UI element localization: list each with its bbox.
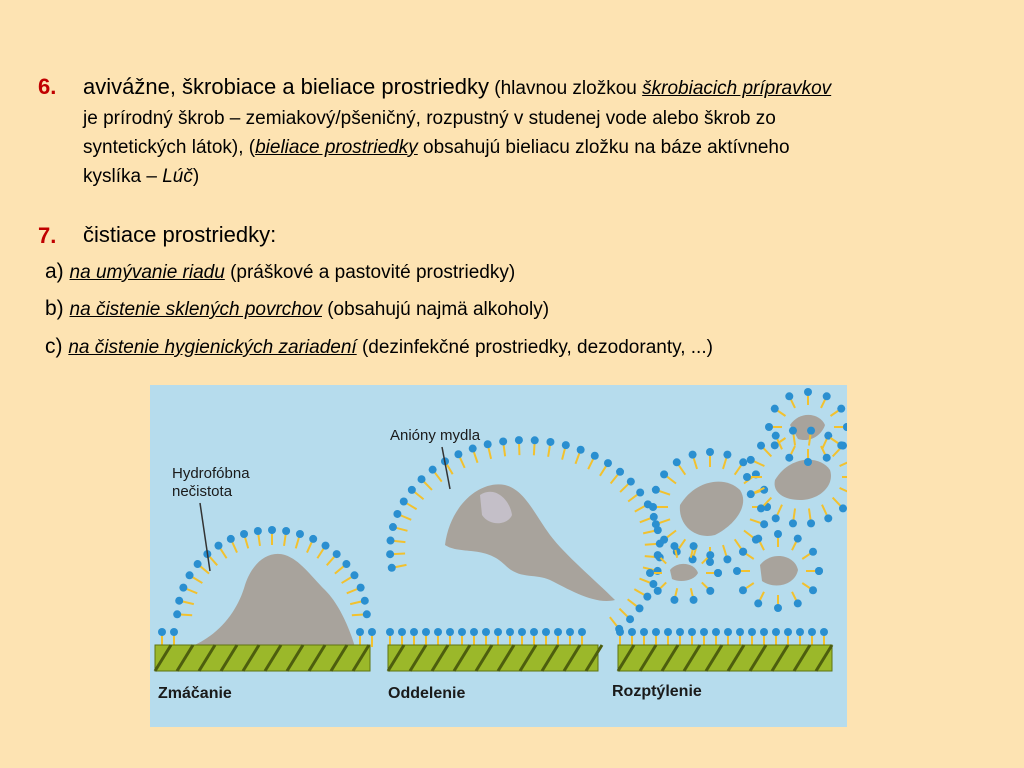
soap-anion-head xyxy=(736,628,744,636)
item6-term-starch: škrobiacich prípravkov xyxy=(642,78,832,99)
soap-anion-tail xyxy=(678,465,685,475)
soap-anion-head xyxy=(760,520,768,528)
soap-anion-head xyxy=(446,628,454,636)
soap-anion-tail xyxy=(809,509,811,521)
soap-anion-tail xyxy=(396,528,408,531)
item6-term-luc: Lúč xyxy=(162,166,193,187)
soap-anion-head xyxy=(616,468,624,476)
item6-line2: je prírodný škrob – zemiakový/pšeničný, rozpustný v studenej vode alebo škrob zo xyxy=(83,108,776,129)
soap-anion-tail xyxy=(548,445,550,457)
soap-anion-head xyxy=(615,625,623,633)
soap-anion-tail xyxy=(562,448,565,460)
soap-anion-tail xyxy=(822,505,827,516)
soap-anion-tail xyxy=(209,556,217,565)
soap-anion-head xyxy=(562,441,570,449)
soap-anion-tail xyxy=(186,589,197,594)
soap-anion-tail xyxy=(659,519,670,523)
soap-anion-tail xyxy=(335,566,344,574)
soap-anion-tail xyxy=(347,589,358,594)
soap-anion-head xyxy=(689,451,697,459)
soap-anion-head xyxy=(254,527,262,535)
soap-anion-head xyxy=(660,536,668,544)
soap-anion-head xyxy=(361,597,369,605)
soap-anion-head xyxy=(470,628,478,636)
soap-anion-head xyxy=(322,542,330,550)
soap-anion-tail xyxy=(639,579,650,583)
soap-anion-head xyxy=(158,628,166,636)
soap-anion-head xyxy=(363,610,371,618)
soap-anion-tail xyxy=(831,438,839,444)
stage-label-separation: Oddelenie xyxy=(388,685,466,702)
soap-anion-head xyxy=(649,580,657,588)
soap-anion-head xyxy=(214,542,222,550)
soap-anion-tail xyxy=(833,498,841,507)
soap-anion-tail xyxy=(352,614,364,615)
soap-anion-tail xyxy=(675,588,677,597)
soap-anion-tail xyxy=(588,458,593,469)
soap-anion-tail xyxy=(840,461,847,466)
item6-line3a: syntetických látok), ( xyxy=(83,137,256,158)
soap-anion-head xyxy=(688,628,696,636)
soap-anion-head xyxy=(785,392,793,400)
soap-anion-head xyxy=(794,535,802,543)
soap-anion-head xyxy=(646,569,654,577)
soap-anion-head xyxy=(531,436,539,444)
soap-anion-head xyxy=(747,456,755,464)
soap-anion-head xyxy=(784,628,792,636)
soap-anion-tail xyxy=(180,614,192,615)
soap-anion-head xyxy=(772,432,780,440)
soap-anion-head xyxy=(824,514,832,522)
soap-anion-head xyxy=(386,628,394,636)
soap-anion-head xyxy=(429,466,437,474)
soap-anion-tail xyxy=(620,484,629,492)
item6-line4a: kyslíka – xyxy=(83,166,163,187)
soap-anion-head xyxy=(652,520,660,528)
soap-anion-head xyxy=(807,427,815,435)
soap-anion-head xyxy=(673,458,681,466)
soap-anion-head xyxy=(815,567,823,575)
soap-anion-tail xyxy=(395,565,407,567)
soap-anion-tail xyxy=(735,539,742,549)
soap-anion-tail xyxy=(723,545,727,556)
soap-anion-tail xyxy=(744,531,754,538)
soap-anion-head xyxy=(173,610,181,618)
soap-anion-head xyxy=(809,586,817,594)
item6-lead: avivážne, škrobiace a bieliace prostriedky xyxy=(83,74,489,99)
soap-anion-tail xyxy=(763,448,771,457)
soap-anion-head xyxy=(789,519,797,527)
soap-anion-head xyxy=(282,527,290,535)
soap-anion-head xyxy=(690,596,698,604)
soap-anion-head xyxy=(386,550,394,558)
soap-anion-head xyxy=(546,438,554,446)
soap-anion-head xyxy=(506,628,514,636)
soap-anion-tail xyxy=(831,410,839,416)
soap-anion-tail xyxy=(791,399,795,408)
soap-anion-head xyxy=(515,436,523,444)
sub-letter: b) xyxy=(45,297,64,320)
illustration-canvas xyxy=(150,385,847,727)
soap-anion-head xyxy=(839,504,847,512)
dirt-blob-disperse-2 xyxy=(775,460,831,500)
soap-anion-tail xyxy=(645,544,657,545)
soap-anion-tail xyxy=(182,601,194,604)
soap-anion-head xyxy=(714,569,722,577)
soap-anion-tail xyxy=(634,589,644,595)
soap-anion-tail xyxy=(327,556,335,565)
soap-anion-head xyxy=(626,615,634,623)
sub-term: na čistenie hygienických zariadení xyxy=(68,337,357,358)
soap-anion-head xyxy=(357,584,365,592)
soap-anion-head xyxy=(757,504,765,512)
soap-anion-head xyxy=(636,604,644,612)
soap-anion-head xyxy=(654,587,662,595)
soap-anion-tail xyxy=(460,457,465,468)
sub-letter: c) xyxy=(45,335,63,358)
soap-anion-tail xyxy=(504,444,506,456)
soap-anion-tail xyxy=(406,503,416,509)
label-dirt-line2: nečistota xyxy=(172,483,233,500)
soap-anion-tail xyxy=(753,461,764,466)
soap-anion-head xyxy=(843,423,847,431)
dirt-blob-wetting xyxy=(190,554,355,647)
soap-anion-head xyxy=(772,628,780,636)
soap-anion-tail xyxy=(342,577,352,583)
soap-anion-head xyxy=(604,459,612,467)
soap-anion-head xyxy=(649,503,657,511)
soap-action-illustration xyxy=(150,385,847,727)
soap-anion-head xyxy=(418,475,426,483)
soap-anion-tail xyxy=(666,476,676,483)
soap-anion-head xyxy=(640,628,648,636)
soap-anion-head xyxy=(566,628,574,636)
soap-anion-head xyxy=(804,388,812,396)
item6-line3b: obsahujú bieliacu zložku na báze aktívneho xyxy=(417,137,790,158)
soap-anion-head xyxy=(627,478,635,486)
soap-anion-head xyxy=(410,628,418,636)
sub-desc: (práškové a pastovité prostriedky) xyxy=(224,262,516,283)
soap-anion-head xyxy=(809,548,817,556)
soap-anion-tail xyxy=(840,488,847,493)
soap-anion-head xyxy=(393,510,401,518)
soap-anion-head xyxy=(706,448,714,456)
soap-anion-head xyxy=(796,628,804,636)
soap-anion-head xyxy=(636,488,644,496)
soap-anion-head xyxy=(591,452,599,460)
soap-anion-head xyxy=(434,628,442,636)
stage-label-wetting: Zmáčanie xyxy=(158,685,232,702)
soap-anion-tail xyxy=(245,537,248,549)
soap-anion-head xyxy=(723,555,731,563)
soap-anion-head xyxy=(785,454,793,462)
soap-anion-head xyxy=(530,628,538,636)
soap-anion-head xyxy=(494,628,502,636)
soap-anion-head xyxy=(650,513,658,521)
soap-anion-head xyxy=(733,567,741,575)
soap-anion-head xyxy=(754,599,762,607)
soap-anion-head xyxy=(342,560,350,568)
soap-anion-head xyxy=(676,628,684,636)
soap-anion-tail xyxy=(192,577,202,583)
soap-anion-tail xyxy=(660,582,666,588)
soap-anion-tail xyxy=(610,617,617,626)
soap-anion-head xyxy=(739,586,747,594)
item7-lead: čistiace prostriedky: xyxy=(83,222,277,247)
soap-anion-head xyxy=(771,441,779,449)
soap-anion-head xyxy=(577,446,585,454)
soap-anion-head xyxy=(170,628,178,636)
item-number-7: 7. xyxy=(38,223,57,248)
soap-anion-head xyxy=(309,535,317,543)
soap-anion-head xyxy=(578,628,586,636)
soap-anion-head xyxy=(368,628,376,636)
soap-anion-tail xyxy=(424,481,432,490)
soap-anion-head xyxy=(333,550,341,558)
sub-desc: (obsahujú najmä alkoholy) xyxy=(321,299,550,320)
soap-anion-tail xyxy=(474,451,478,462)
soap-anion-head xyxy=(422,628,430,636)
soap-anion-head xyxy=(628,628,636,636)
soap-anion-head xyxy=(186,571,194,579)
soap-anion-tail xyxy=(760,592,764,601)
soap-anion-head xyxy=(652,628,660,636)
soap-anion-tail xyxy=(745,583,753,589)
soap-anion-tail xyxy=(693,457,697,468)
soap-anion-tail xyxy=(802,583,810,589)
soap-anion-tail xyxy=(393,554,405,555)
soap-anion-tail xyxy=(393,541,405,542)
soap-anion-tail xyxy=(307,542,312,553)
label-hydrophobic-dirt xyxy=(172,465,250,501)
soap-anion-head xyxy=(748,628,756,636)
soap-anion-head xyxy=(794,599,802,607)
soap-anion-tail xyxy=(745,553,753,559)
soap-anion-head xyxy=(739,548,747,556)
soap-anion-head xyxy=(771,405,779,413)
soap-anion-head xyxy=(837,405,845,413)
soap-anion-head xyxy=(808,628,816,636)
soap-anion-head xyxy=(484,440,492,448)
stage-label-dispersion: Rozptýlenie xyxy=(612,683,702,700)
soap-anion-tail xyxy=(791,446,795,455)
soap-anion-head xyxy=(706,587,714,595)
soap-anion-tail xyxy=(691,588,693,597)
soap-anion-head xyxy=(772,514,780,522)
soap-anion-tail xyxy=(640,518,651,522)
soap-anion-tail xyxy=(350,601,362,604)
soap-anion-head xyxy=(454,450,462,458)
item6-line4b: ) xyxy=(192,166,200,187)
soap-anion-head xyxy=(690,542,698,550)
soap-anion-head xyxy=(820,628,828,636)
soap-anion-tail xyxy=(833,448,841,457)
pointer-dirt xyxy=(200,503,210,571)
soap-anion-head xyxy=(389,523,397,531)
soap-anion-tail xyxy=(284,534,286,546)
soap-anion-head xyxy=(747,490,755,498)
soap-anion-tail xyxy=(200,566,209,574)
soap-anion-tail xyxy=(296,537,299,549)
soap-anion-head xyxy=(386,537,394,545)
soap-anion-head xyxy=(652,486,660,494)
soap-anion-tail xyxy=(666,531,676,538)
soap-anion-head xyxy=(400,498,408,506)
soap-anion-head xyxy=(670,596,678,604)
item6-term-bleach: bieliace prostriedky xyxy=(255,137,418,158)
label-dirt-line1: Hydrofóbna xyxy=(172,465,250,482)
soap-anion-head xyxy=(175,597,183,605)
soap-anion-head xyxy=(807,519,815,527)
soap-anion-head xyxy=(654,551,662,559)
soap-anion-tail xyxy=(619,609,628,617)
soap-anion-head xyxy=(724,628,732,636)
soap-anion-head xyxy=(554,628,562,636)
soap-anion-tail xyxy=(258,534,260,546)
soap-anion-head xyxy=(542,628,550,636)
dirt-blob-separation xyxy=(445,484,615,601)
soap-anion-head xyxy=(194,560,202,568)
soap-anion-head xyxy=(754,535,762,543)
soap-anion-head xyxy=(823,392,831,400)
soap-anion-head xyxy=(398,628,406,636)
sub-desc: (dezinfekčné prostriedky, dezodoranty, ...) xyxy=(356,337,713,358)
item6-paragraph xyxy=(83,72,983,191)
soap-anion-head xyxy=(356,628,364,636)
soap-anion-tail xyxy=(678,539,685,549)
soap-anion-tail xyxy=(220,548,227,558)
soap-anion-head xyxy=(700,628,708,636)
item-number-6: 6. xyxy=(38,74,57,99)
item7-sub-a xyxy=(45,260,515,284)
soap-anion-head xyxy=(458,628,466,636)
soap-anion-head xyxy=(240,530,248,538)
soap-anion-head xyxy=(664,628,672,636)
soap-anion-tail xyxy=(777,505,782,516)
item7-sub-b xyxy=(45,297,549,321)
soap-anion-head xyxy=(296,530,304,538)
soap-anion-head xyxy=(837,441,845,449)
label-soap-anions: Anióny mydla xyxy=(390,427,481,444)
soap-anion-tail xyxy=(643,531,655,534)
soap-anion-head xyxy=(179,584,187,592)
soap-anion-tail xyxy=(400,515,411,520)
soap-anion-head xyxy=(689,555,697,563)
soap-anion-tail xyxy=(702,582,708,588)
soap-anion-tail xyxy=(232,542,237,553)
dirt-blob-disperse-5 xyxy=(760,556,798,586)
fabric-group xyxy=(155,645,832,671)
soap-anion-tail xyxy=(792,592,796,601)
soap-anion-head xyxy=(757,442,765,450)
soap-anion-head xyxy=(706,551,714,559)
soap-anion-tail xyxy=(793,509,795,521)
soap-anion-head xyxy=(268,526,276,534)
soap-anion-head xyxy=(774,530,782,538)
sub-letter: a) xyxy=(45,260,64,283)
soap-anion-tail xyxy=(575,453,579,464)
soap-anion-tail xyxy=(793,434,795,446)
soap-anion-tail xyxy=(821,399,825,408)
soap-anion-tail xyxy=(600,466,606,476)
soap-anion-head xyxy=(499,437,507,445)
soap-anion-head xyxy=(765,423,773,431)
item7-sub-c xyxy=(45,335,713,359)
fabric-strip xyxy=(618,645,832,671)
soap-anion-head xyxy=(670,542,678,550)
soap-anion-tail xyxy=(317,548,324,558)
soap-anion-head xyxy=(408,486,416,494)
soap-anion-tail xyxy=(434,472,441,482)
soap-anion-tail xyxy=(635,506,645,512)
soap-anion-head xyxy=(227,535,235,543)
soap-anion-tail xyxy=(628,494,638,501)
soap-anion-head xyxy=(774,604,782,612)
soap-anion-tail xyxy=(611,474,619,483)
soap-anion-head xyxy=(743,473,751,481)
dirt-blob-disperse-1 xyxy=(680,482,743,536)
dirt-blob-disperse-4 xyxy=(670,564,698,581)
soap-anion-head xyxy=(789,427,797,435)
soap-anion-tail xyxy=(792,541,796,550)
sub-term: na čistenie sklených povrchov xyxy=(69,299,322,320)
soap-anion-head xyxy=(712,628,720,636)
soap-anion-head xyxy=(518,628,526,636)
soap-anion-tail xyxy=(802,553,810,559)
soap-anion-head xyxy=(388,564,396,572)
soap-anion-tail xyxy=(414,492,423,499)
soap-anion-tail xyxy=(735,465,742,475)
soap-anion-head xyxy=(760,628,768,636)
sub-term: na umývanie riadu xyxy=(69,262,225,283)
soap-anion-tail xyxy=(628,599,638,606)
soap-anion-tail xyxy=(534,443,535,455)
item6-paren-open: (hlavnou zložkou xyxy=(488,78,643,99)
soap-anion-tail xyxy=(488,447,491,459)
soap-anion-head xyxy=(723,451,731,459)
soap-anion-tail xyxy=(760,541,764,550)
soap-anion-tail xyxy=(659,491,670,495)
soap-anion-head xyxy=(823,454,831,462)
soap-anion-head xyxy=(804,458,812,466)
soap-anion-tail xyxy=(750,519,761,523)
soap-anion-head xyxy=(469,445,477,453)
soap-anion-tail xyxy=(777,410,785,416)
soap-anion-tail xyxy=(723,457,727,468)
soap-anion-head xyxy=(350,571,358,579)
soap-anion-head xyxy=(739,458,747,466)
soap-anion-head xyxy=(482,628,490,636)
soap-anion-head xyxy=(660,470,668,478)
soap-anion-head xyxy=(643,593,651,601)
